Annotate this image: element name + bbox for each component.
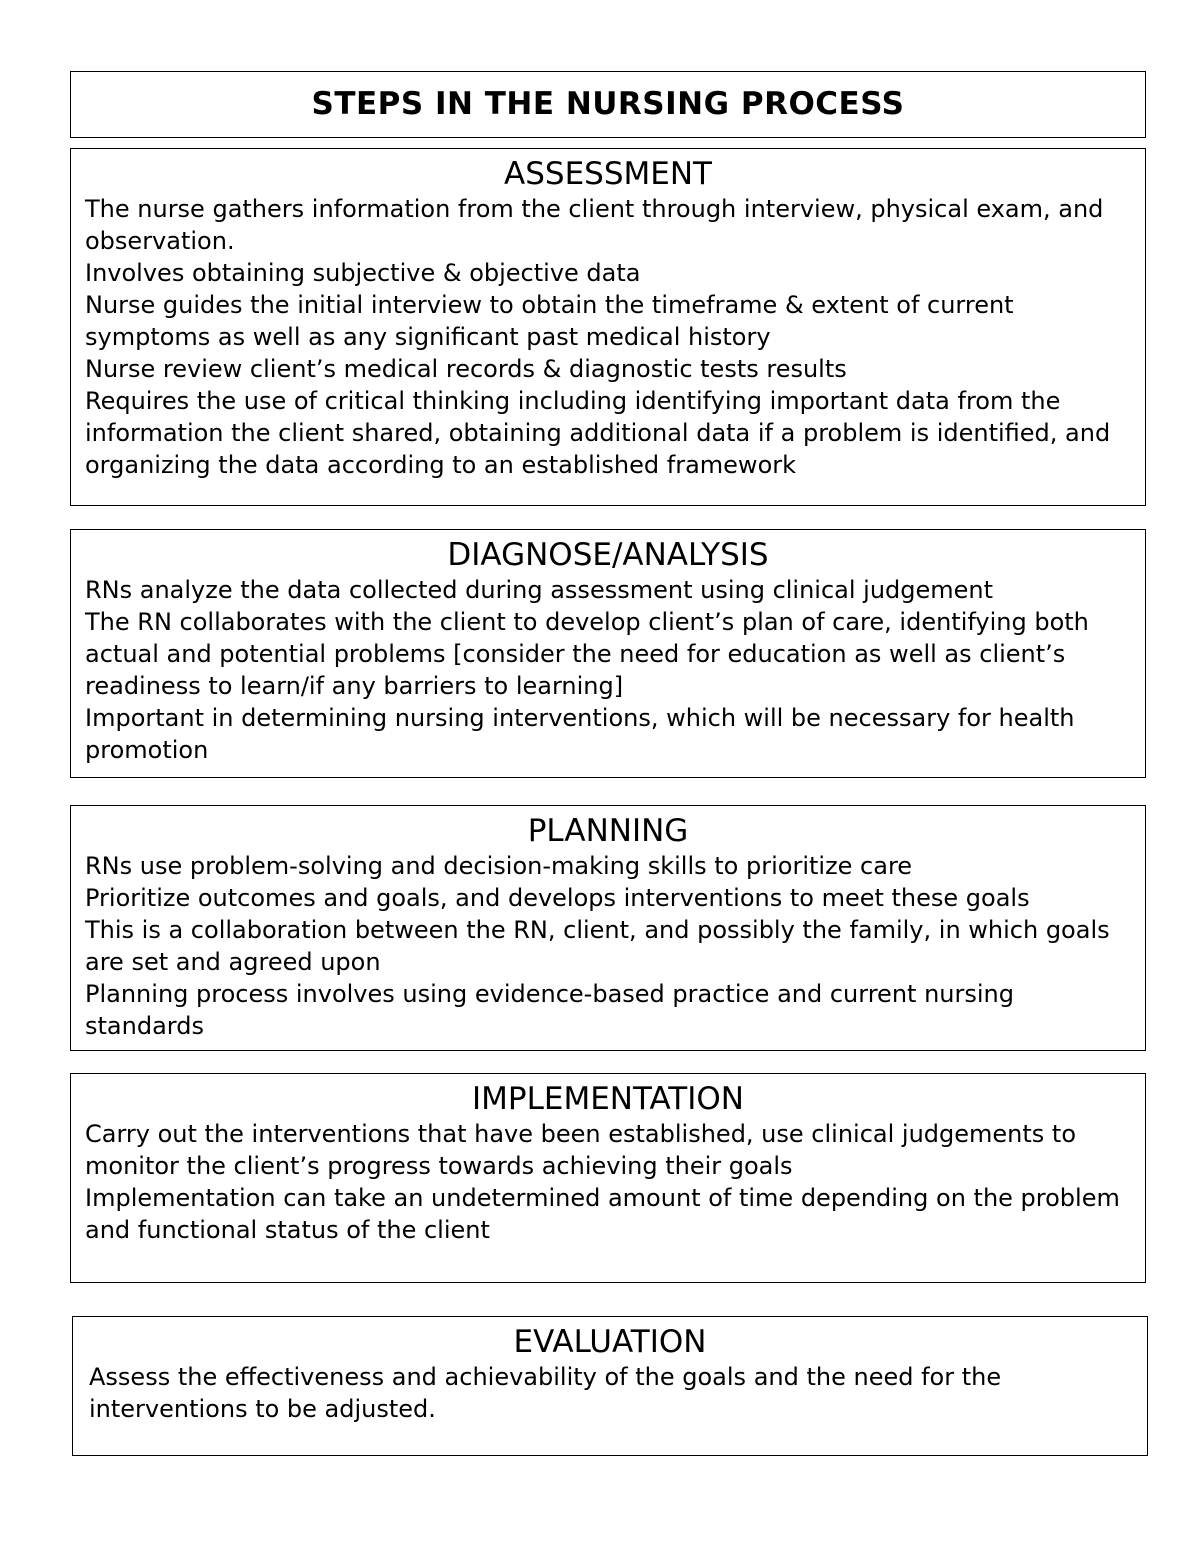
document-title: STEPS IN THE NURSING PROCESS	[311, 86, 905, 122]
section-line: Implementation can take an undetermined amount of time depending on the problem and functional status of the client	[85, 1184, 1120, 1244]
section-line: The nurse gathers information from the client through interview, physical exam, and observation.	[85, 195, 1104, 255]
section-body	[71, 193, 1145, 481]
section-heading: EVALUATION	[513, 1324, 707, 1360]
section-body	[71, 1118, 1145, 1246]
section-heading: IMPLEMENTATION	[472, 1081, 744, 1117]
section-line: RNs use problem-solving and decision-making skills to prioritize care	[85, 852, 913, 880]
section-line: Prioritize outcomes and goals, and develops interventions to meet these goals	[85, 884, 1030, 912]
section-assessment	[70, 148, 1146, 506]
title-box	[70, 71, 1146, 138]
section-line: Assess the effectiveness and achievability of the goals and the need for the interventions to be adjusted.	[89, 1363, 1002, 1423]
section-evaluation	[72, 1316, 1148, 1456]
section-implementation	[70, 1073, 1146, 1283]
section-line: Nurse review client’s medical records & diagnostic tests results	[85, 355, 847, 383]
section-line: Planning process involves using evidence-based practice and current nursing standards	[85, 980, 1014, 1040]
section-diagnose-analysis	[70, 529, 1146, 778]
section-body	[73, 1361, 1147, 1425]
section-body	[71, 850, 1145, 1042]
section-line: Nurse guides the initial interview to obtain the timeframe & extent of current symptoms as well as any significant past medical history	[85, 291, 1014, 351]
section-line: Important in determining nursing interventions, which will be necessary for health promotion	[85, 704, 1075, 764]
section-line: Requires the use of critical thinking including identifying important data from the information the client shared, obtaining additional data if a problem is identified, and organizing the data according to an established framework	[85, 387, 1111, 479]
section-body	[71, 574, 1145, 766]
section-heading: DIAGNOSE/ANALYSIS	[447, 537, 769, 573]
section-line: Carry out the interventions that have been established, use clinical judgements to monitor the client’s progress towards achieving their goals	[85, 1120, 1077, 1180]
section-line: Involves obtaining subjective & objective data	[85, 259, 641, 287]
section-line: This is a collaboration between the RN, client, and possibly the family, in which goals are set and agreed upon	[85, 916, 1110, 976]
section-heading: PLANNING	[527, 813, 689, 849]
section-line: RNs analyze the data collected during assessment using clinical judgement	[85, 576, 994, 604]
section-heading: ASSESSMENT	[504, 156, 712, 192]
section-line: The RN collaborates with the client to develop client’s plan of care, identifying both actual and potential problems [consider the need for education as well as client’s readiness to learn/if any barriers to learning]	[85, 608, 1089, 700]
section-planning	[70, 805, 1146, 1051]
